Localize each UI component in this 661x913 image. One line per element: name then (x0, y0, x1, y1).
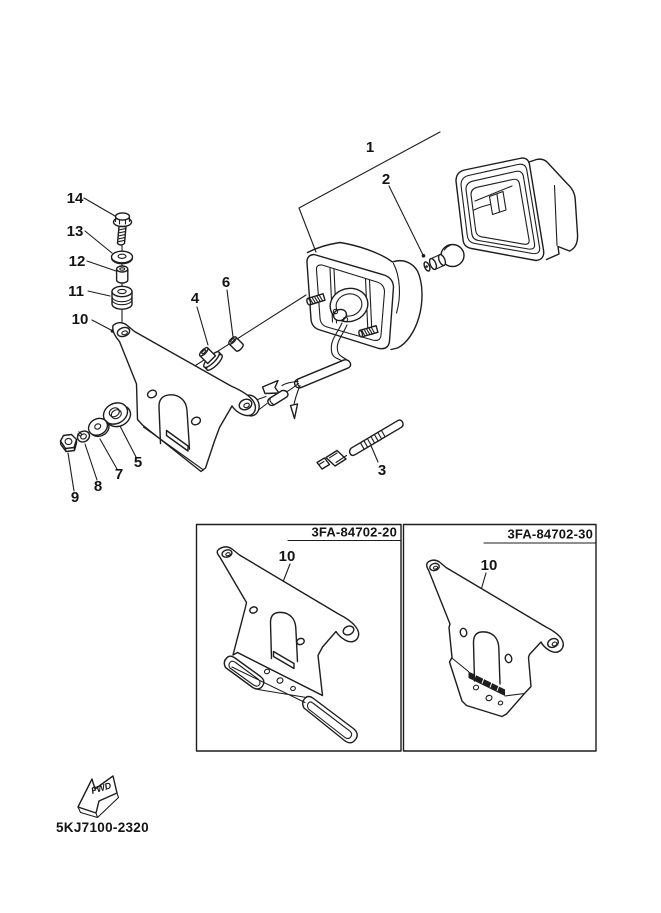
part-damper-11 (112, 286, 132, 309)
variant-bracket-30 (427, 560, 564, 716)
callout-8: 8 (93, 478, 103, 495)
variant-box-1 (197, 525, 402, 752)
callout-10: 10 (71, 311, 89, 328)
callout-12: 12 (68, 253, 86, 270)
fwd-arrow (78, 776, 119, 818)
callout-11: 11 (68, 283, 84, 300)
variant-bracket-20 (217, 547, 358, 743)
callout-13: 13 (66, 223, 84, 240)
part-band-3 (317, 420, 403, 469)
variant-box-1-code: 3FA-84702-20 (311, 524, 397, 540)
callout-1: 1 (365, 139, 375, 156)
callout-9: 9 (70, 489, 80, 506)
variant-box-1-callout: 10 (278, 548, 296, 565)
part-bolt-14 (114, 213, 132, 245)
part-taillight-body (306, 243, 422, 350)
variant-box-2-callout: 10 (480, 557, 498, 574)
callout-3: 3 (377, 462, 387, 479)
part-collar-12 (117, 266, 128, 283)
drawing-number: 5KJ7100-2320 (56, 820, 149, 835)
callout-4: 4 (190, 290, 200, 307)
variant-box-2-code: 3FA-84702-30 (507, 526, 593, 542)
part-spacer-6 (228, 336, 245, 353)
spade-connector (263, 381, 280, 394)
callout-7: 7 (114, 466, 124, 483)
part-washer-13 (112, 251, 133, 264)
callout-14: 14 (66, 190, 84, 207)
part-nut-9 (61, 435, 77, 452)
variant-box-2 (404, 525, 597, 752)
callout-2: 2 (381, 171, 391, 188)
part-bulb (423, 245, 464, 272)
callout-5: 5 (133, 454, 143, 471)
callout-6: 6 (221, 274, 231, 291)
part-taillight-lens (456, 158, 578, 260)
fwd-label: FWD (89, 780, 113, 796)
pin-connector (291, 404, 298, 419)
